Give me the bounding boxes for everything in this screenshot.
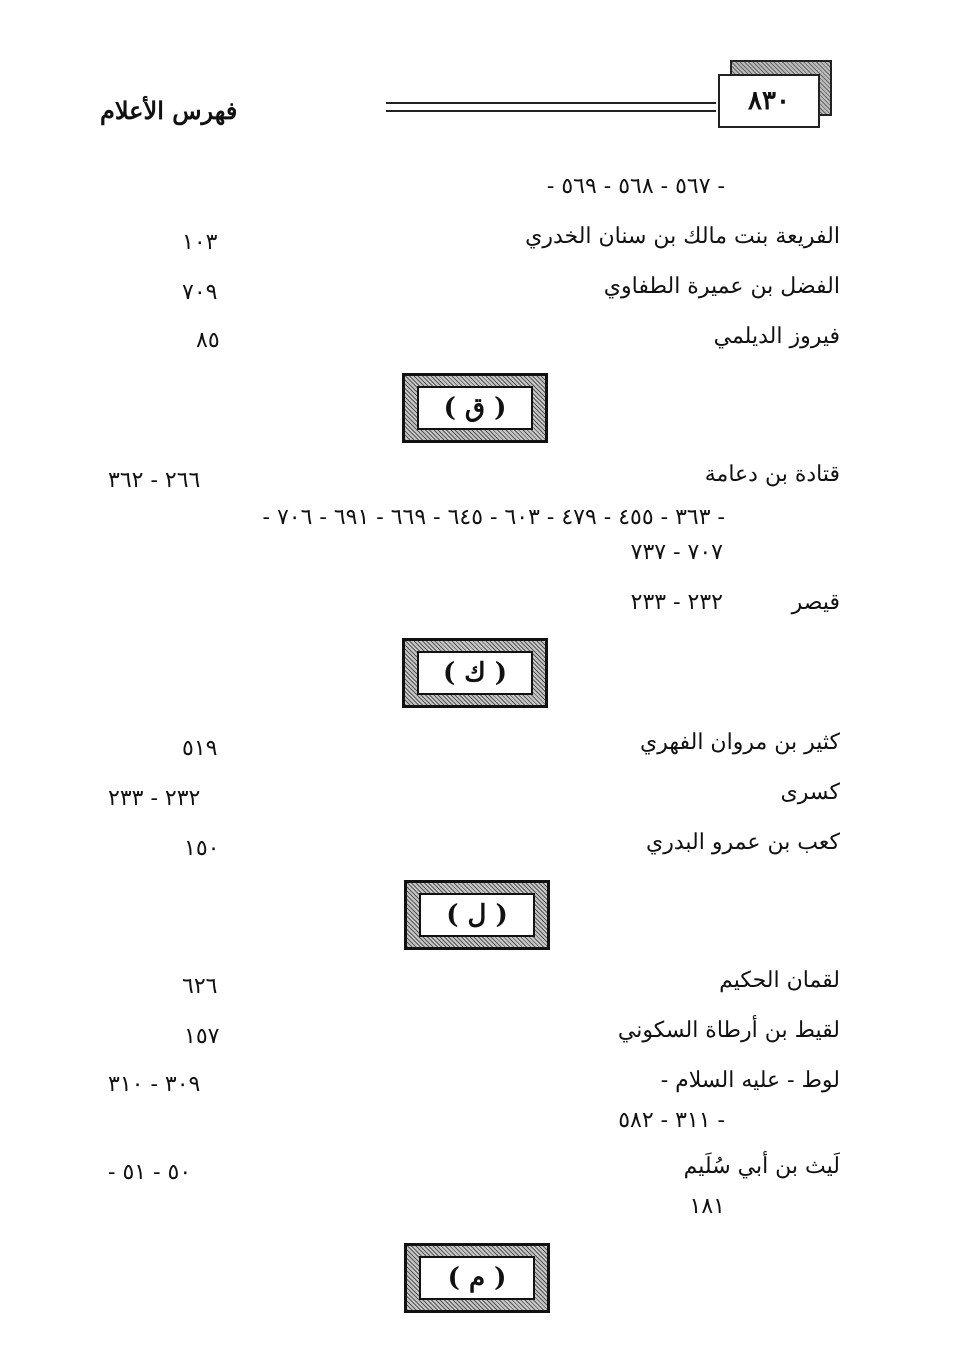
entry-name: فيروز الديلمي xyxy=(713,324,840,349)
entry-name: الفريعة بنت مالك بن سنان الخدري xyxy=(525,224,840,249)
section-letter-label: ( ك ) xyxy=(417,651,533,695)
entry-pages: ٢٦٦ - ٣٦٢ xyxy=(108,468,201,493)
entry-pages: ٥١٩ xyxy=(182,736,218,761)
entry-name: لقيط بن أرطاة السكوني xyxy=(617,1018,840,1043)
section-letter-lam xyxy=(404,880,550,950)
entry-pages: ١٠٣ xyxy=(182,230,218,255)
section-letter-label: ( ل ) xyxy=(419,893,535,937)
section-letter-label: ( ق ) xyxy=(417,386,533,430)
entry-name: لقمان الحكيم xyxy=(719,968,840,993)
entry-pages-continued: - ٣١١ - ٥٨٢ xyxy=(618,1108,725,1133)
section-letter-kaf xyxy=(402,638,548,708)
entry-name: لَيث بن أبي سُلَيم xyxy=(683,1154,840,1179)
entry-pages: ٦٢٦ xyxy=(182,974,218,999)
index-title: فهرس الأعلام xyxy=(100,96,238,125)
entry-name: قيصر xyxy=(791,590,840,615)
entry-name: الفضل بن عميرة الطفاوي xyxy=(603,274,840,299)
header-rule xyxy=(386,102,716,112)
continued-pages: - ٥٦٧ - ٥٦٨ - ٥٦٩ - xyxy=(546,174,725,199)
entry-pages-continued: ١٨١ xyxy=(689,1194,725,1219)
entry-pages-continued: ٧٠٧ - ٧٣٧ xyxy=(630,540,723,565)
entry-pages: ٣٠٩ - ٣١٠ xyxy=(108,1072,201,1097)
entry-name: قتادة بن دعامة xyxy=(704,462,840,487)
entry-pages: ٢٣٢ - ٢٣٣ xyxy=(630,590,723,615)
section-letter-label: ( م ) xyxy=(419,1256,535,1300)
entry-pages: ٧٠٩ xyxy=(182,280,218,305)
page-number: ٨٣٠ xyxy=(718,74,820,128)
entry-name: كثير بن مروان الفهري xyxy=(640,730,840,755)
section-letter-mim xyxy=(404,1243,550,1313)
entry-name: كعب بن عمرو البدري xyxy=(646,830,840,855)
entry-pages: ٢٣٢ - ٢٣٣ xyxy=(108,786,201,811)
section-letter-qaf xyxy=(402,373,548,443)
entry-pages: ٥٠ - ٥١ - xyxy=(108,1160,192,1185)
entry-pages: ١٥٧ xyxy=(184,1024,220,1049)
entry-name: لوط - عليه السلام - xyxy=(660,1068,840,1093)
entry-pages: ٨٥ xyxy=(196,328,220,353)
entry-pages: ١٥٠ xyxy=(184,836,220,861)
entry-name: كسرى xyxy=(780,780,840,805)
entry-pages-continued: - ٣٦٣ - ٤٥٥ - ٤٧٩ - ٦٠٣ - ٦٤٥ - ٦٦٩ - ٦٩١ - ٧٠٦ - xyxy=(262,505,725,530)
